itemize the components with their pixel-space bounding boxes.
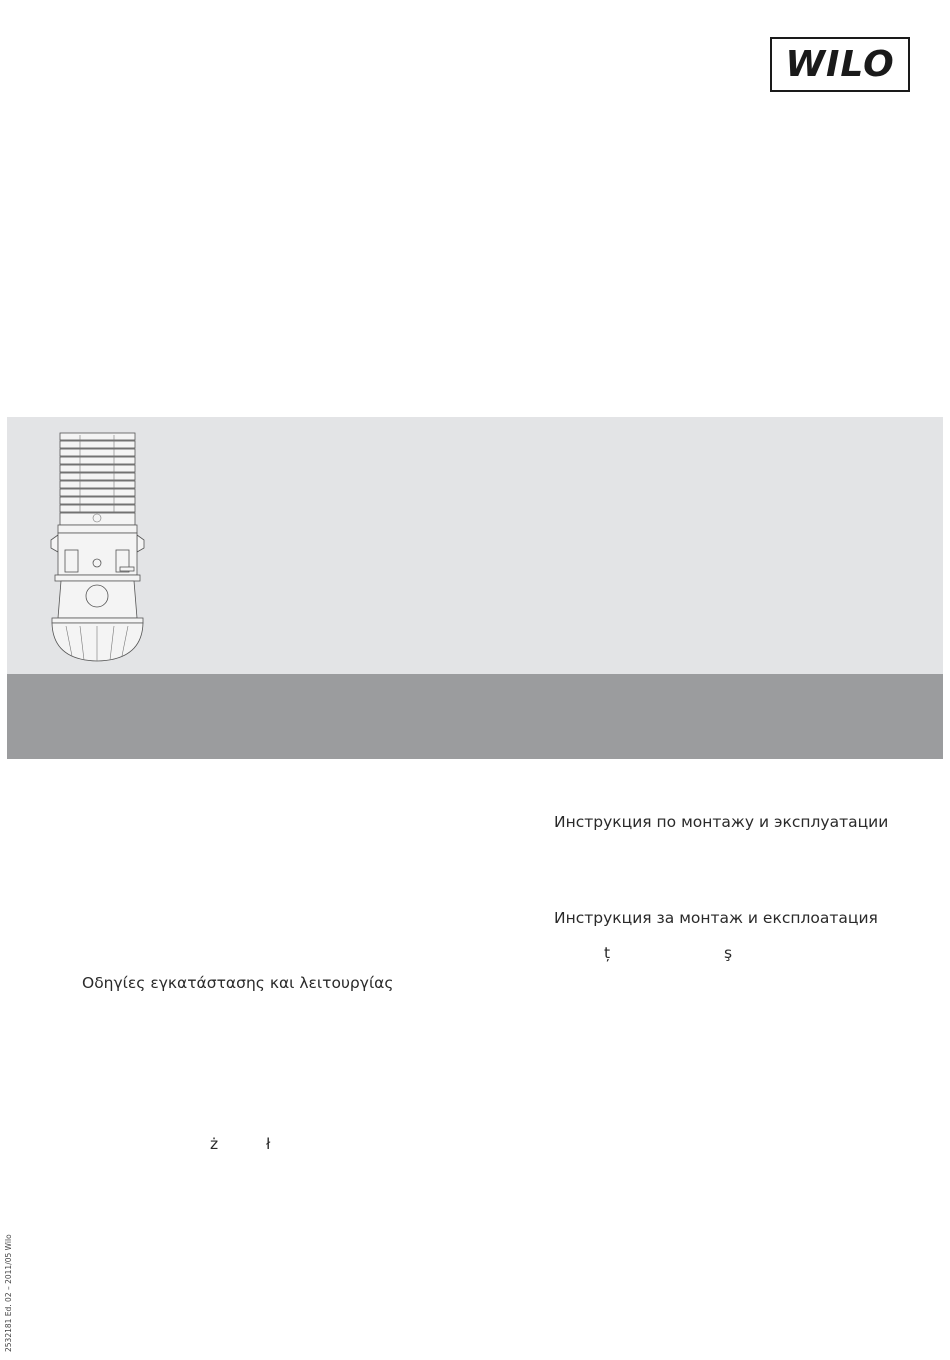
title-ru: Инструкция по монтажу и эксплуатации	[554, 813, 889, 831]
product-illustration	[46, 430, 150, 665]
title-ro-char-1: ț	[604, 944, 611, 962]
title-bg: Инструкция за монтаж и експлоатация	[554, 909, 878, 927]
wilo-logo	[770, 37, 910, 92]
logo-text: WILO	[785, 43, 895, 85]
document-code: 2532181 Ed. 02 – 2011/05 Wilo	[4, 1234, 13, 1352]
title-el: Οδηγίες εγκατάστασης και λειτουργίας	[82, 974, 394, 992]
title-pl-char-2: ł	[266, 1135, 271, 1153]
title-ro-char-2: ş	[724, 944, 733, 962]
title-pl-char-1: ż	[210, 1135, 219, 1153]
title-band	[7, 674, 943, 759]
